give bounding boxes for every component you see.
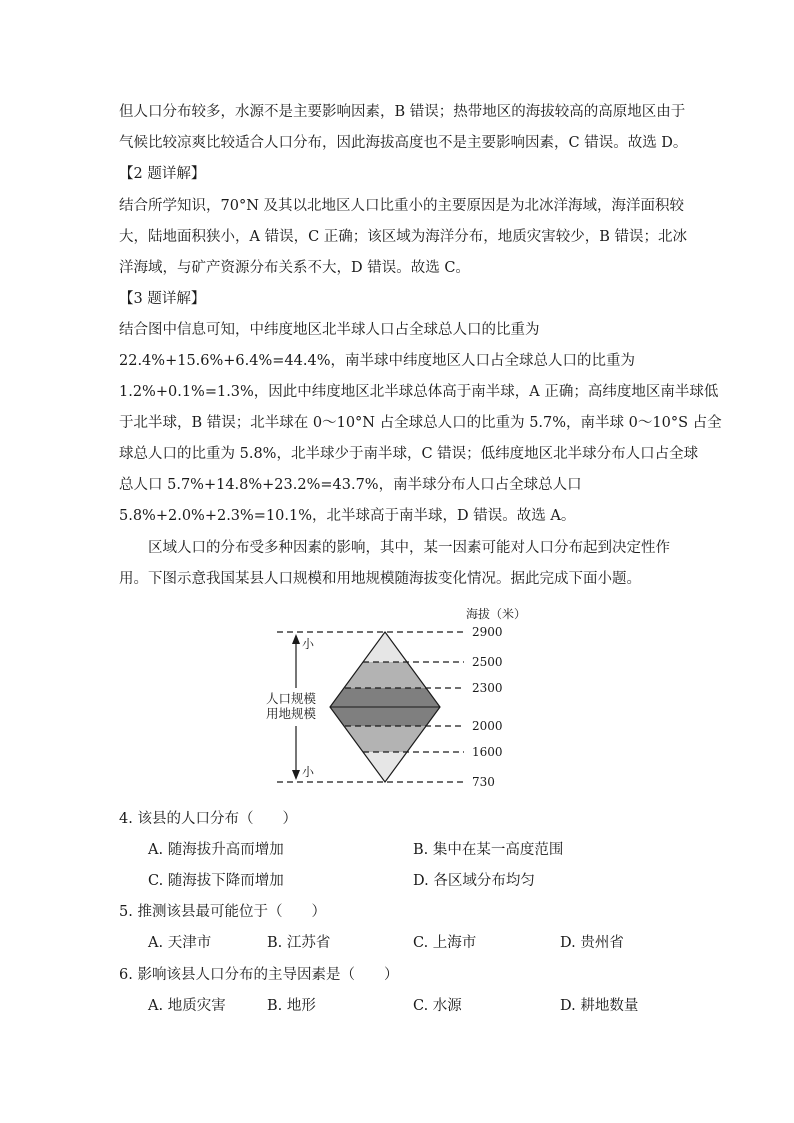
text-line: 用。下图示意我国某县人口规模和用地规模随海拔变化情况。据此完成下面小题。 bbox=[119, 571, 641, 587]
text-line: 1.2%+0.1%=1.3%，因此中纬度地区北半球总体高于南半球，A 正确；高纬度地区南半球低 bbox=[119, 384, 719, 400]
question-stem: 6. 影响该县人口分布的主导因素是（ ） bbox=[119, 967, 399, 983]
text-line: 球总人口的比重为 5.8%，北半球少于南半球，C 错误；低纬度地区北半球分布人口占全球 bbox=[119, 446, 699, 462]
answer-option[interactable]: A. 随海拔升高而增加 bbox=[148, 842, 284, 858]
question-stem: 5. 推测该县最可能位于（ ） bbox=[119, 904, 326, 920]
elevation-label: 2900 bbox=[472, 625, 503, 639]
elevation-label: 730 bbox=[472, 775, 495, 789]
answer-option[interactable]: B. 地形 bbox=[267, 998, 316, 1014]
text-line: 结合所学知识，70°N 及其以北地区人口比重小的主要原因是为北冰洋海域，海洋面积较 bbox=[119, 198, 684, 214]
answer-option[interactable]: A. 地质灾害 bbox=[148, 998, 226, 1014]
text-line: 结合图中信息可知，中纬度地区北半球人口占全球总人口的比重为 bbox=[119, 322, 540, 338]
text-line: 总人口 5.7%+14.8%+23.2%=43.7%，南半球分布人口占全球总人口 bbox=[119, 477, 582, 493]
elevation-label: 2500 bbox=[472, 655, 503, 669]
answer-option[interactable]: D. 贵州省 bbox=[560, 935, 624, 951]
text-line: 但人口分布较多，水源不是主要影响因素，B 错误；热带地区的海拔较高的高原地区由于 bbox=[119, 104, 686, 120]
side-label-landuse: 用地规模 bbox=[266, 706, 317, 721]
answer-option[interactable]: C. 水源 bbox=[413, 998, 462, 1014]
elevation-label: 2000 bbox=[472, 719, 503, 733]
answer-option[interactable]: B. 集中在某一高度范围 bbox=[413, 842, 564, 858]
text-line: 22.4%+15.6%+6.4%=44.4%，南半球中纬度地区人口占全球总人口的比重为 bbox=[119, 353, 635, 369]
band-top bbox=[320, 632, 450, 662]
answer-option[interactable]: B. 江苏省 bbox=[267, 935, 331, 951]
answer-option[interactable]: C. 上海市 bbox=[413, 935, 477, 951]
elevation-label: 1600 bbox=[472, 745, 503, 759]
band-bottom bbox=[320, 752, 450, 782]
section-heading: 【3 题详解】 bbox=[119, 291, 206, 307]
text-line: 洋海域，与矿产资源分布关系不大，D 错误。故选 C。 bbox=[119, 260, 470, 276]
text-line: 于北半球，B 错误；北半球在 0～10°N 占全球总人口的比重为 5.7%，南半球 0～10°S 占全 bbox=[119, 415, 722, 431]
arrow-down-icon bbox=[292, 770, 300, 780]
band-core-upper bbox=[320, 688, 450, 726]
arrow-up-icon bbox=[292, 634, 300, 644]
diamond-outline bbox=[330, 632, 440, 782]
answer-option[interactable]: A. 天津市 bbox=[148, 935, 212, 951]
side-label-population: 人口规模 bbox=[266, 691, 317, 706]
text-line: 区域人口的分布受多种因素的影响，其中，某一因素可能对人口分布起到决定性作 bbox=[148, 540, 670, 556]
elevation-label: 2300 bbox=[472, 681, 503, 695]
section-heading: 【2 题详解】 bbox=[119, 166, 206, 182]
answer-option[interactable]: D. 各区域分布均匀 bbox=[413, 873, 535, 889]
band-core-lower bbox=[320, 726, 450, 752]
text-line: 5.8%+2.0%+2.3%=10.1%，北半球高于南半球，D 错误。故选 A。 bbox=[119, 508, 576, 524]
text-line: 大，陆地面积狭小，A 错误，C 正确；该区域为海洋分布，地质灾害较少，B 错误；北冰 bbox=[119, 229, 688, 245]
axis-title: 海拔（米） bbox=[466, 607, 527, 621]
small-label-bottom: 小 bbox=[302, 765, 315, 779]
question-stem: 4. 该县的人口分布（ ） bbox=[119, 811, 297, 827]
small-label-top: 小 bbox=[302, 637, 315, 651]
text-line: 气候比较凉爽比较适合人口分布，因此海拔高度也不是主要影响因素，C 错误。故选 D。 bbox=[119, 135, 688, 151]
band-upper bbox=[320, 662, 450, 688]
answer-option[interactable]: D. 耕地数量 bbox=[560, 998, 639, 1014]
answer-option[interactable]: C. 随海拔下降而增加 bbox=[148, 873, 284, 889]
